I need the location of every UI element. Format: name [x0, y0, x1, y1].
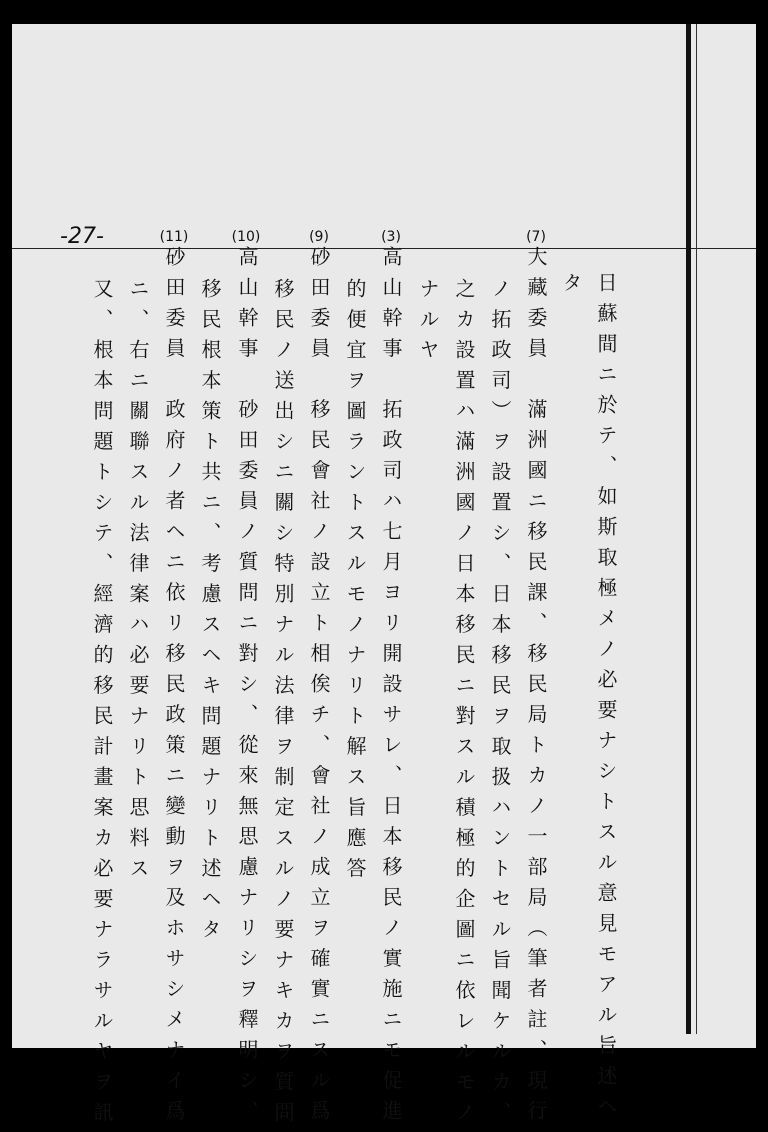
item-marker: (10): [231, 229, 261, 245]
item-marker: (3): [381, 229, 401, 245]
text-column: 高山幹事 拓政司ハ七月ヨリ開設サレ、日本移民ノ實施ニモ促進: [379, 246, 403, 1131]
item-marker: (9): [309, 229, 329, 245]
text-column: ニ、右ニ關聯スル法律案ハ必要ナリト思料ス: [126, 278, 150, 888]
text-column: 砂田委員 移民會社ノ設立ト相俟チ、會社ノ成立ヲ確實ニスル爲: [307, 246, 331, 1131]
item-marker: (7): [526, 229, 546, 245]
text-column: 大藏委員 滿洲國ニ移民課、移民局トカノ一部局（筆者註、現行: [524, 246, 548, 1131]
text-column: 又、根本問題トシテ、經濟的移民計畫案カ必要ナラサルヤヲ訊: [90, 278, 114, 1132]
text-column: 的便宜ヲ圖ラントスルモノナリト解ス旨應答: [343, 278, 367, 888]
text-column: 日蘇間ニ於テ、如斯取極メノ必要ナシトスル意見モアル旨述ヘ: [594, 272, 618, 1126]
item-marker: (11): [159, 229, 189, 245]
page-number: -27-: [60, 224, 104, 249]
text-column: 之カ設置ハ滿洲國ノ日本移民ニ對スル積極的企圖ニ依レルモノ: [452, 278, 476, 1132]
text-column: 移民根本策ト共ニ、考慮スヘキ問題ナリト述ヘタ: [198, 278, 222, 949]
text-column: ノ拓政司）ヲ設置シ、日本移民ヲ取扱ハントセル旨聞ケルカ、: [488, 278, 512, 1132]
text-column: 高山幹事 砂田委員ノ質問ニ對シ、從來無思慮ナリシヲ釋明シ、: [235, 246, 259, 1131]
page-number-value: 27: [67, 224, 96, 249]
vertical-rule-inner: [696, 24, 697, 1034]
text-column: 移民ノ送出シニ關シ特別ナル法律ヲ制定スルノ要ナキカヲ質問: [271, 278, 295, 1132]
text-column: 砂田委員 政府ノ者ヘニ依リ移民政策ニ變動ヲ及ホサシメナイ爲: [162, 246, 186, 1131]
text-column: タ: [559, 272, 583, 303]
text-column: ナルヤ: [416, 278, 440, 370]
document-page: [12, 24, 756, 1132]
vertical-rule: [686, 24, 691, 1034]
